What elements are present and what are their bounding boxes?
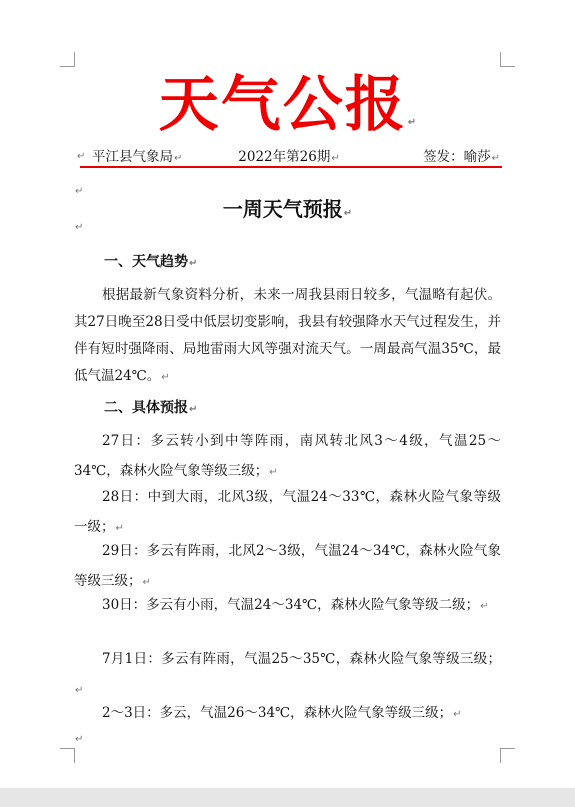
document-title: 一周天气预报↵: [222, 197, 353, 221]
page-gap: [0, 788, 575, 807]
masthead-title: 天气公报↵: [158, 70, 417, 140]
forecast-item: 29日：多云有阵雨，北风2～3级，气温24～34℃，森林火险气象等级三级；↵: [74, 543, 501, 589]
red-divider-line: [80, 166, 502, 168]
section-heading-trend: 一、天气趋势↵: [104, 254, 198, 270]
forecast-item: 28日：中到大雨，北风3级，气温24～33℃，森林火险气象等级一级；↵: [74, 489, 501, 535]
forecast-item: 2～3日：多云，气温26～34℃，森林火险气象等级三级；↵: [102, 705, 462, 721]
paragraph-mark: ↵: [77, 151, 86, 162]
margin-corner-bottom-right: [500, 748, 515, 763]
issue-number: 2022年第26期↵: [238, 149, 340, 165]
forecast-item: 30日：多云有小雨，气温24～34℃，森林火险气象等级二级；↵: [102, 597, 489, 613]
trend-paragraph: 根据最新气象资料分析，未来一周我县雨日较多，气温略有起伏。其27日晚至28日受中低层切变影响，我县有较强降水天气过程发生，并伴有短时强降雨、局地雷雨大风等强对流天气。一周最高气温35℃，最低气温24℃。↵: [74, 287, 501, 384]
forecast-item: 7月1日：多云有阵雨，气温25～35℃，森林火险气象等级三级；↵: [75, 651, 501, 696]
paragraph-mark: ↵: [75, 186, 84, 197]
section-heading-forecast: 二、具体预报↵: [104, 400, 198, 416]
paragraph-mark: ↵: [75, 222, 84, 233]
issuer-label: 平江县气象局↵: [92, 149, 183, 165]
paragraph-mark: ↵: [75, 734, 84, 745]
signer-label: 签发：喻莎↵: [423, 149, 500, 165]
margin-corner-top-right: [500, 52, 515, 67]
margin-corner-bottom-left: [60, 748, 75, 763]
paragraph-mark: ↵: [407, 117, 417, 128]
forecast-item: 27日：多云转小到中等阵雨，南风转北风3～4级，气温25～34℃，森林火险气象等级三级；↵: [74, 433, 501, 479]
margin-corner-top-left: [60, 52, 75, 67]
issue-line: [76, 148, 502, 166]
